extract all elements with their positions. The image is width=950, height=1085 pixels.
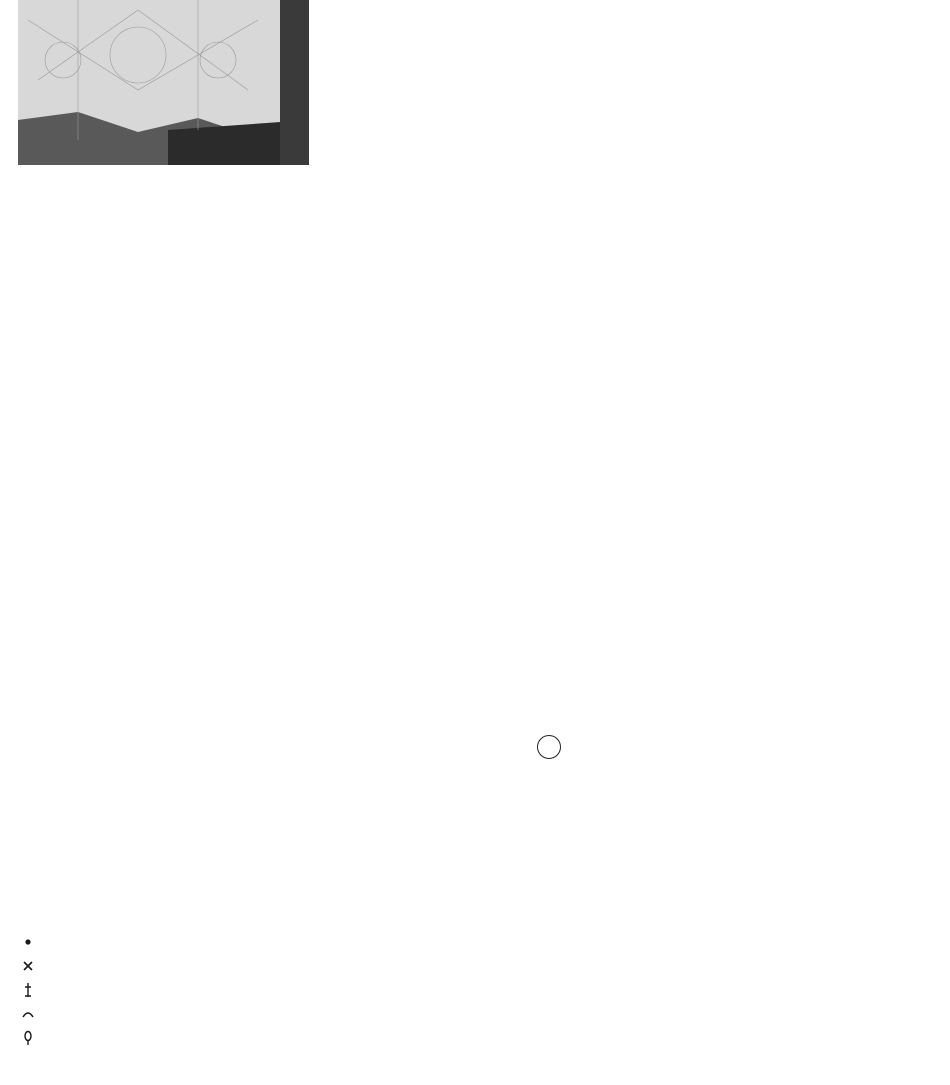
single-crochet-cross-icon bbox=[18, 960, 38, 972]
legend-row-chain bbox=[18, 930, 238, 954]
legend-row-double-crochet bbox=[18, 978, 238, 1002]
picot-loop-icon bbox=[18, 1030, 38, 1046]
legend-row-arch bbox=[18, 1002, 238, 1026]
chain-stitch-dot-icon bbox=[18, 937, 38, 947]
double-crochet-dagger-icon bbox=[18, 982, 38, 998]
legend-row-single-crochet bbox=[18, 954, 238, 978]
legend-row-picot bbox=[18, 1026, 238, 1050]
chain-arch-icon bbox=[18, 1009, 38, 1019]
legend bbox=[18, 924, 238, 1050]
center-round-badge bbox=[537, 735, 561, 759]
